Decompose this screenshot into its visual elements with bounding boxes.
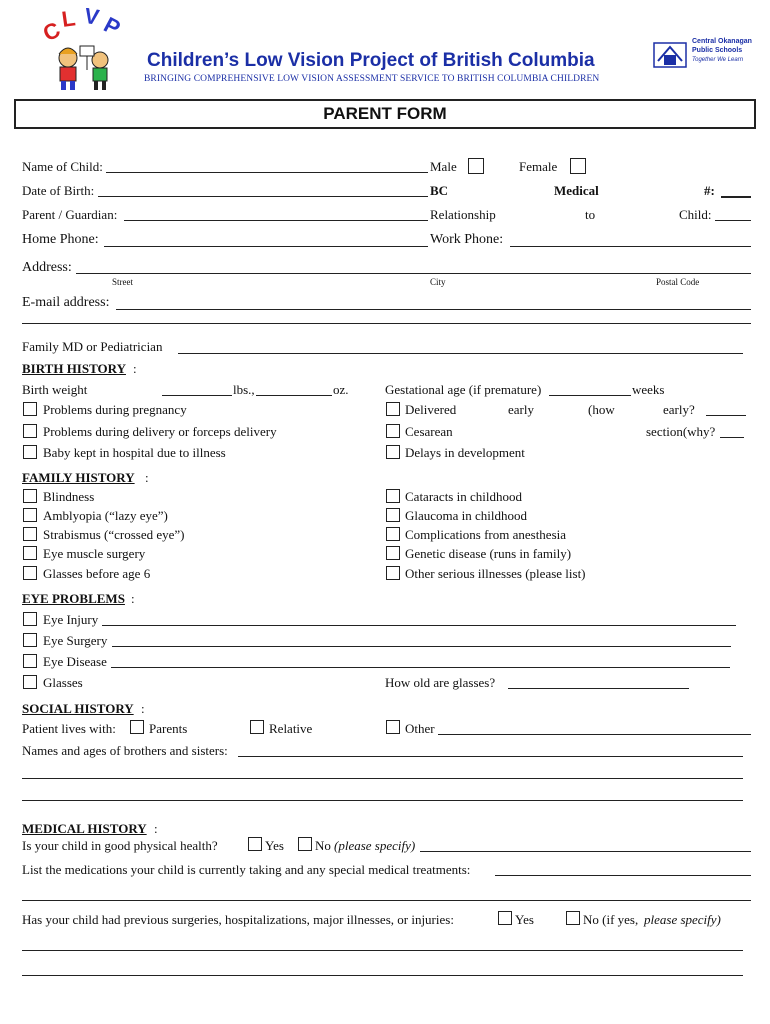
eye-disease-field[interactable] (111, 667, 730, 668)
problems-delivery-label: Problems during delivery or forceps delivery (43, 424, 277, 439)
svg-text:P: P (99, 11, 125, 41)
eye-problems-heading: EYE PROBLEMS (22, 591, 125, 606)
good-health-yes-label: Yes (265, 838, 284, 853)
female-label: Female (519, 159, 558, 174)
medical-number-field[interactable] (721, 196, 751, 198)
how-early-field[interactable] (706, 415, 746, 416)
family-glaucoma-label: Glaucoma in childhood (405, 508, 528, 523)
form-title: PARENT FORM (323, 104, 447, 123)
siblings-field-line3[interactable] (22, 800, 743, 801)
glasses-age-label: How old are glasses? (385, 675, 496, 690)
lives-relative-checkbox[interactable] (250, 720, 264, 734)
social-history-colon: : (141, 701, 145, 716)
school-emblem-icon (652, 39, 688, 69)
clvp-logo-graphic (38, 8, 130, 96)
gestational-field[interactable] (549, 395, 631, 396)
surgeries-field-line2[interactable] (22, 975, 743, 976)
eye-problems-colon: : (131, 591, 135, 606)
family-glaucoma-checkbox[interactable] (386, 508, 400, 522)
dob-label: Date of Birth: (22, 183, 95, 198)
family-history-colon: : (145, 470, 149, 485)
eye-disease-checkbox[interactable] (23, 654, 37, 668)
family-blindness-label: Blindness (43, 489, 95, 504)
school-logo-line1: Central Okanagan (692, 38, 752, 45)
medical-history-colon: : (154, 821, 158, 836)
lives-parents-checkbox[interactable] (130, 720, 144, 734)
lbs-label: lbs., (233, 382, 255, 397)
delays-label: Delays in development (405, 445, 525, 460)
surgeries-yes-label: Yes (515, 912, 534, 927)
street-label: Street (112, 277, 133, 287)
cesarean-label: Cesarean (405, 424, 453, 439)
good-health-specify-label: (please specify) (334, 838, 416, 853)
lives-other-label: Other (405, 721, 435, 736)
lives-relative-label: Relative (269, 721, 313, 736)
medical-history-heading: MEDICAL HISTORY (22, 821, 147, 836)
delays-checkbox[interactable] (386, 445, 400, 459)
male-checkbox[interactable] (468, 158, 484, 174)
eye-injury-label: Eye Injury (43, 612, 99, 627)
family-md-field[interactable] (178, 353, 743, 354)
email-field[interactable] (116, 309, 751, 310)
eye-disease-label: Eye Disease (43, 654, 107, 669)
dob-field[interactable] (98, 196, 428, 197)
family-cataracts-label: Cataracts in childhood (405, 489, 522, 504)
good-health-no-checkbox[interactable] (298, 837, 312, 851)
family-other-illness-label: Other serious illnesses (please list) (405, 566, 586, 581)
family-anesthesia-checkbox[interactable] (386, 527, 400, 541)
oz-label: oz. (333, 382, 349, 397)
email-label: E-mail address: (22, 295, 110, 310)
surgeries-specify-label: please specify) (644, 912, 721, 927)
to-label: to (585, 207, 596, 222)
male-label: Male (430, 159, 457, 174)
relationship-field[interactable] (715, 220, 751, 221)
header-subtitle: BRINGING COMPREHENSIVE LOW VISION ASSESSMENT SERVICE TO BRITISH COLUMBIA CHILDREN (144, 74, 600, 84)
surgeries-yes-checkbox[interactable] (498, 911, 512, 925)
eye-surgery-label: Eye Surgery (43, 633, 108, 648)
family-history-heading: FAMILY HISTORY (22, 470, 135, 485)
eye-injury-checkbox[interactable] (23, 612, 37, 626)
surgeries-no-label: No (if yes, (583, 912, 639, 927)
family-eye-muscle-label: Eye muscle surgery (43, 546, 146, 561)
medical-label: Medical (554, 183, 599, 198)
siblings-field[interactable] (238, 756, 743, 757)
family-cataracts-checkbox[interactable] (386, 489, 400, 503)
section-why-label: section(why? (646, 424, 716, 439)
weeks-label: weeks (632, 382, 665, 397)
header-title: Children’s Low Vision Project of British Columbia (147, 50, 595, 71)
early-question-label: early? (663, 402, 695, 417)
problems-pregnancy-label: Problems during pregnancy (43, 402, 187, 417)
clvp-logo (38, 8, 130, 96)
good-health-yes-checkbox[interactable] (248, 837, 262, 851)
birth-weight-oz-field[interactable] (256, 395, 332, 396)
home-phone-label: Home Phone: (22, 232, 99, 247)
postal-code-label: Postal Code (656, 277, 700, 287)
family-glasses-label: Glasses before age 6 (43, 566, 151, 581)
school-district-logo (652, 38, 757, 70)
lives-with-label: Patient lives with: (22, 721, 116, 736)
city-label: City (430, 277, 446, 287)
family-amblyopia-checkbox[interactable] (23, 508, 37, 522)
family-eye-muscle-checkbox[interactable] (23, 546, 37, 560)
lives-other-checkbox[interactable] (386, 720, 400, 734)
siblings-label: Names and ages of brothers and sisters: (22, 743, 228, 758)
birth-weight-lbs-field[interactable] (162, 395, 232, 396)
female-checkbox[interactable] (570, 158, 586, 174)
eye-injury-field[interactable] (102, 625, 736, 626)
glasses-checkbox[interactable] (23, 675, 37, 689)
separator-line (22, 323, 751, 324)
good-health-field[interactable] (420, 851, 751, 852)
early-label: early (508, 402, 534, 417)
school-logo-line3: Together We Learn (692, 57, 744, 63)
medications-field[interactable] (495, 875, 751, 876)
family-blindness-checkbox[interactable] (23, 489, 37, 503)
svg-text:L: L (60, 8, 77, 33)
siblings-field-line2[interactable] (22, 778, 743, 779)
social-history-heading: SOCIAL HISTORY (22, 701, 134, 716)
problems-pregnancy-checkbox[interactable] (23, 402, 37, 416)
lives-parents-label: Parents (149, 721, 188, 736)
family-other-illness-checkbox[interactable] (386, 566, 400, 580)
home-phone-field[interactable] (104, 246, 428, 247)
problems-delivery-checkbox[interactable] (23, 424, 37, 438)
glasses-age-field[interactable] (508, 688, 689, 689)
work-phone-field[interactable] (510, 246, 751, 247)
birth-history-heading: BIRTH HISTORY (22, 361, 126, 376)
svg-text:V: V (82, 8, 102, 30)
gestational-label: Gestational age (if premature) (385, 382, 542, 397)
family-strabismus-checkbox[interactable] (23, 527, 37, 541)
lives-other-field[interactable] (438, 734, 751, 735)
eye-surgery-checkbox[interactable] (23, 633, 37, 647)
birth-weight-label: Birth weight (22, 382, 88, 397)
parent-label: Parent / Guardian: (22, 207, 118, 222)
address-field[interactable] (76, 273, 751, 274)
family-glasses-checkbox[interactable] (23, 566, 37, 580)
child-name-label: Name of Child: (22, 159, 103, 174)
family-md-label: Family MD or Pediatrician (22, 339, 163, 354)
family-anesthesia-label: Complications from anesthesia (405, 527, 567, 542)
parent-field[interactable] (124, 220, 428, 221)
child-name-field[interactable] (106, 172, 428, 173)
cesarean-why-field[interactable] (720, 437, 744, 438)
how-label: (how (588, 402, 615, 417)
work-phone-label: Work Phone: (430, 232, 504, 247)
surgeries-label: Has your child had previous surgeries, hospitalizations, major illnesses, or injuries: (22, 912, 454, 927)
eye-surgery-field[interactable] (112, 646, 731, 647)
child-rel-label: Child: (679, 207, 712, 222)
family-genetic-label: Genetic disease (runs in family) (405, 546, 572, 561)
surgeries-field-line1[interactable] (22, 950, 743, 951)
cesarean-checkbox[interactable] (386, 424, 400, 438)
delivered-label: Delivered (405, 402, 457, 417)
svg-text:C: C (39, 16, 64, 47)
bc-label: BC (430, 183, 449, 198)
family-genetic-checkbox[interactable] (386, 546, 400, 560)
medications-label: List the medications your child is currently taking and any special medical treatments: (22, 862, 471, 877)
medical-number-label: #: (704, 183, 715, 198)
surgeries-no-checkbox[interactable] (566, 911, 580, 925)
baby-kept-checkbox[interactable] (23, 445, 37, 459)
delivered-early-checkbox[interactable] (386, 402, 400, 416)
address-label: Address: (22, 260, 72, 275)
family-amblyopia-label: Amblyopia (“lazy eye”) (43, 508, 168, 523)
glasses-label: Glasses (43, 675, 83, 690)
baby-kept-label: Baby kept in hospital due to illness (43, 445, 226, 460)
family-strabismus-label: Strabismus (“crossed eye”) (43, 527, 185, 542)
school-logo-line2: Public Schools (692, 47, 743, 54)
good-health-label: Is your child in good physical health? (22, 838, 218, 853)
good-health-no-label: No (315, 838, 331, 853)
relationship-label: Relationship (430, 207, 496, 222)
medications-field-line2[interactable] (22, 900, 751, 901)
birth-history-colon: : (133, 361, 137, 376)
